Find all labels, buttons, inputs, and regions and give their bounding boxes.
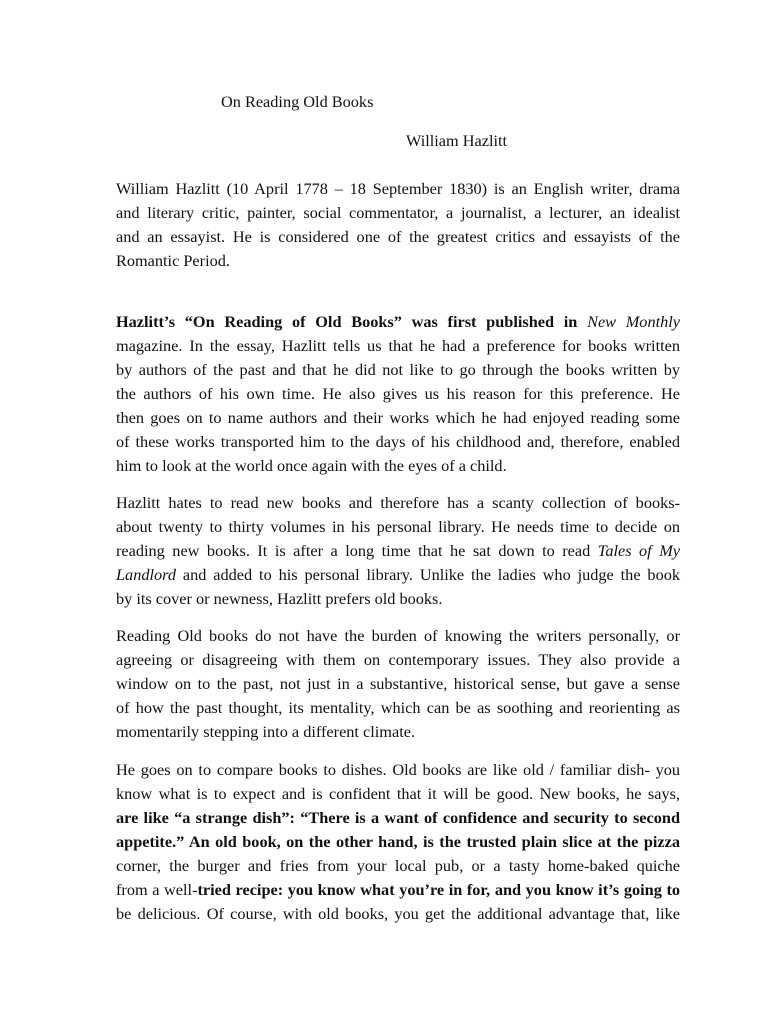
text-line <box>116 782 680 806</box>
text-run: of these works transported him to the days of his childhood and, therefore, enabled <box>116 432 680 451</box>
text-line <box>116 720 680 744</box>
text-line <box>116 382 680 406</box>
text-run: momentarily stepping into a different climate. <box>116 722 416 741</box>
text-run: the authors of his own time. He also gives us his reason for this preference. He <box>116 384 680 403</box>
text-run: and an essayist. He is considered one of the greatest critics and essayists of the <box>116 227 680 246</box>
text-line <box>116 648 680 672</box>
text-line <box>116 624 680 648</box>
text-run: Tales of My <box>597 541 680 560</box>
text-line <box>116 587 680 611</box>
text-line <box>116 491 680 515</box>
text-line <box>116 406 680 430</box>
text-run: and literary critic, painter, social commentator, a journalist, a lecturer, an idealist <box>116 203 680 222</box>
text-line <box>116 249 680 273</box>
text-line <box>116 878 680 902</box>
text-line <box>116 177 680 201</box>
text-line <box>116 430 680 454</box>
text-run: appetite.” An old book, on the other hand, is the trusted plain slice at the pizza <box>116 832 680 851</box>
text-run: Landlord <box>116 565 177 584</box>
text-line <box>116 358 680 382</box>
text-line <box>116 563 680 587</box>
text-line <box>116 454 680 478</box>
text-run: He goes on to compare books to dishes. Old books are like old / familiar dish- you <box>116 760 680 779</box>
text-line <box>116 902 680 926</box>
text-run: of how the past thought, its mentality, which can be as soothing and reorienting as <box>116 698 680 717</box>
text-run: Hazlitt’s “On Reading of Old Books” was first published in <box>116 312 588 331</box>
text-run: know what is to expect and is confident that it will be good. New books, he says, <box>116 784 680 803</box>
text-line <box>116 758 680 782</box>
text-line <box>116 696 680 720</box>
text-line <box>116 830 680 854</box>
text-line <box>116 854 680 878</box>
text-run: be delicious. Of course, with old books, you get the additional advantage that, like <box>116 904 680 923</box>
text-line <box>116 806 680 830</box>
text-run: Hazlitt hates to read new books and therefore has a scanty collection of books- <box>116 493 680 512</box>
text-run: New Monthly <box>587 312 680 331</box>
text-line <box>116 539 680 563</box>
text-run: from a well- <box>116 880 198 899</box>
text-run: agreeing or disagreeing with them on contemporary issues. They also provide a <box>116 650 680 669</box>
text-line <box>116 310 680 334</box>
text-run: by authors of the past and that he did not like to go through the books written by <box>116 360 680 379</box>
text-run: by its cover or newness, Hazlitt prefers old books. <box>116 589 443 608</box>
document-author: William Hazlitt <box>406 131 508 150</box>
text-run: him to look at the world once again with the eyes of a child. <box>116 456 507 475</box>
text-run: are like “a strange dish”: “There is a want of confidence and security to second <box>116 808 680 827</box>
text-run: Reading Old books do not have the burden of knowing the writers personally, or <box>116 626 680 645</box>
text-run: and added to his personal library. Unlike the ladies who judge the book <box>176 565 680 584</box>
document-title: On Reading Old Books <box>221 92 374 111</box>
text-run: reading new books. It is after a long time that he sat down to read <box>116 541 598 560</box>
text-run: Romantic Period. <box>116 251 230 270</box>
text-run: then goes on to name authors and their works which he had enjoyed reading some <box>116 408 680 427</box>
text-line <box>116 334 680 358</box>
text-line <box>116 201 680 225</box>
text-line <box>116 515 680 539</box>
text-run: tried recipe: you know what you’re in for, and you know it’s going to <box>197 880 681 899</box>
text-line <box>116 225 680 249</box>
text-run: about twenty to thirty volumes in his personal library. He needs time to decide on <box>116 517 680 536</box>
text-run: William Hazlitt (10 April 1778 – 18 September 1830) is an English writer, drama <box>116 179 680 198</box>
text-run: magazine. In the essay, Hazlitt tells us that he had a preference for books written <box>116 336 680 355</box>
text-line <box>116 672 680 696</box>
text-run: window on to the past, not just in a substantive, historical sense, but gave a sense <box>116 674 680 693</box>
text-run: corner, the burger and fries from your local pub, or a tasty home-baked quiche <box>116 856 680 875</box>
